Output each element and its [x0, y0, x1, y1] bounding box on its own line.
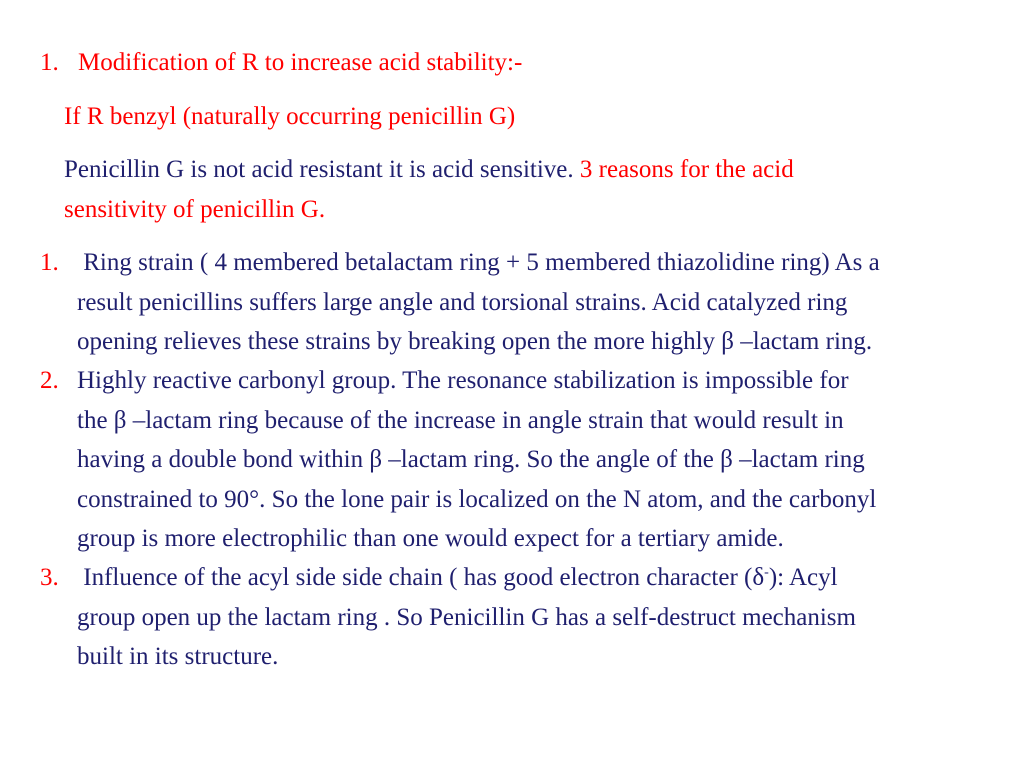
reason-line: Ring strain ( 4 membered betalactam ring + 5 membered thiazolidine ring) As a [77, 249, 880, 276]
reason-number: 1. [40, 249, 59, 276]
intro-navy-text: Penicillin G is not acid resistant it is acid sensitive. [64, 156, 574, 183]
reason-line: group is more electrophilic than one would expect for a tertiary amide. [77, 525, 784, 552]
reason-line: constrained to 90°. So the lone pair is localized on the N atom, and the carbonyl [77, 485, 877, 513]
subheading: If R benzyl (naturally occurring penicillin G) [64, 103, 516, 130]
reason-line [77, 558, 1002, 598]
reason-line: opening relieves these strains by breaking open the more highly β –lactam ring. [77, 328, 873, 355]
reason-line: the β –lactam ring because of the increase in angle strain that would result in [77, 406, 844, 434]
intro-red-text-1: 3 reasons for the acid [579, 156, 794, 183]
reason-body [77, 558, 1002, 677]
reason-line: group open up the lactam ring . So Penicillin G has a self-destruct mechanism [77, 603, 856, 631]
reason-text: Influence of the acyl side side chain ( has good electron character (δ [77, 564, 765, 591]
heading-text: Modification of R to increase acid stability:- [78, 49, 523, 76]
reason-line: result penicillins suffers large angle and torsional strains. Acid catalyzed ring [77, 288, 848, 316]
reason-body [77, 361, 1002, 559]
reason-line: built in its structure. [77, 643, 279, 670]
intro-line-1 [64, 150, 794, 190]
reason-body [77, 243, 1002, 362]
reason-line: having a double bond within β –lactam ring. So the angle of the β –lactam ring [77, 446, 865, 473]
superscript-minus: - [764, 565, 769, 580]
reason-number: 3. [40, 564, 59, 591]
heading-number: 1. [40, 49, 59, 76]
reason-line: Highly reactive carbonyl group. The resonance stabilization is impossible for [77, 367, 849, 394]
reason-number: 2. [40, 367, 59, 394]
intro-red-text-2: sensitivity of penicillin G. [64, 196, 326, 223]
reason-text: ): Acyl [768, 564, 838, 591]
